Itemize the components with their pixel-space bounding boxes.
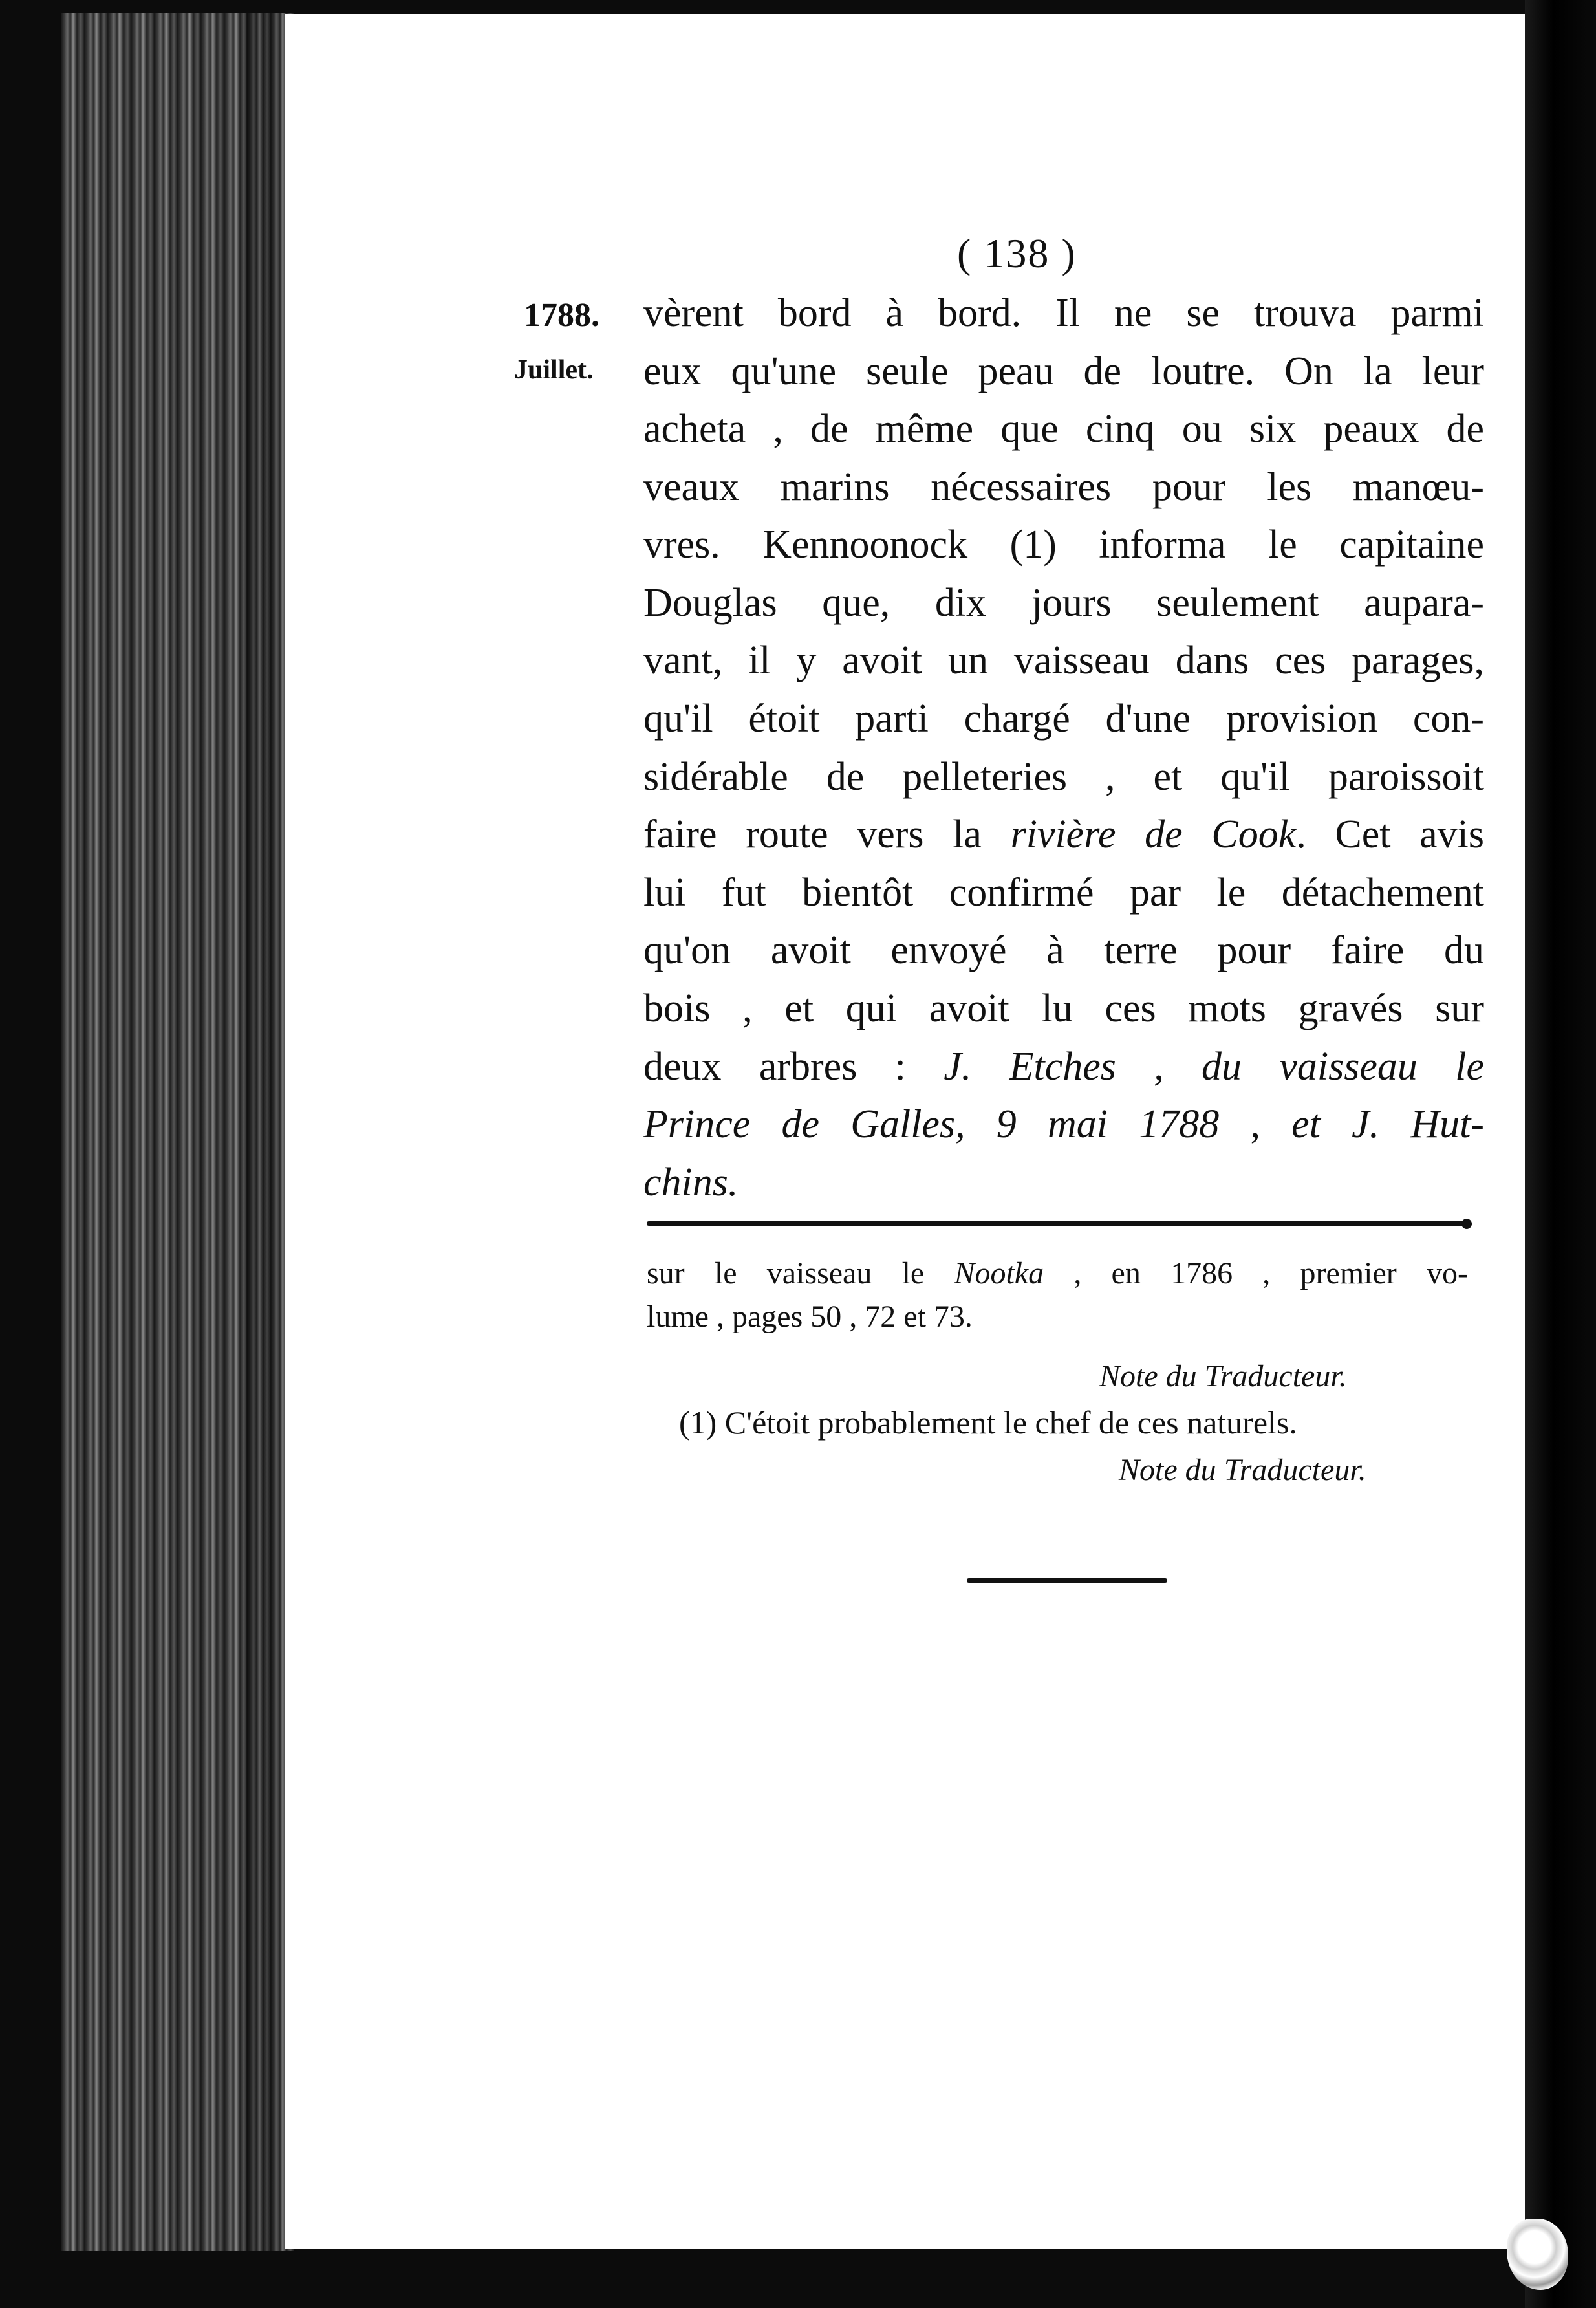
text-line bbox=[643, 400, 1484, 459]
text-line bbox=[643, 459, 1484, 517]
margin-month: Juillet. bbox=[514, 355, 594, 385]
text-segment: deux arbres : bbox=[643, 1044, 944, 1089]
text-segment: lui fut bientôt confirmé par le détachement bbox=[643, 870, 1484, 915]
text-segment: eux qu'une seule peau de loutre. On la leur bbox=[643, 349, 1484, 393]
text-line bbox=[647, 1252, 1468, 1295]
footnote-rule bbox=[647, 1221, 1468, 1226]
text-segment: faire route vers la bbox=[643, 812, 1011, 857]
text-line bbox=[643, 1038, 1484, 1096]
italic-text: J. Etches , du vaisseau le bbox=[944, 1044, 1484, 1089]
text-line bbox=[643, 574, 1484, 633]
text-line bbox=[643, 1096, 1484, 1154]
footnote-continued bbox=[647, 1252, 1468, 1338]
text-segment: lume , pages 50 , 72 et 73. bbox=[647, 1300, 973, 1334]
italic-text: Nootka bbox=[954, 1256, 1044, 1290]
main-text bbox=[643, 285, 1484, 1212]
scan-border bbox=[1525, 0, 1596, 2308]
footnote-1: (1) C'étoit probablement le chef de ces naturels. bbox=[679, 1404, 1297, 1441]
page-number: ( 138 ) bbox=[957, 230, 1077, 276]
text-segment: bois , et qui avoit lu ces mots gravés sur bbox=[643, 986, 1484, 1030]
italic-text: et J. Hut- bbox=[1291, 1102, 1485, 1147]
text-segment: qu'il étoit parti chargé d'une provision con- bbox=[643, 697, 1484, 741]
text-segment: vèrent bord à bord. Il ne se trouva parmi bbox=[643, 291, 1484, 335]
footnote-signature-1: Note du Traducteur. bbox=[1099, 1359, 1347, 1393]
text-line bbox=[647, 1295, 1468, 1338]
text-line bbox=[643, 516, 1484, 574]
text-line bbox=[643, 864, 1484, 922]
text-segment: , en 1786 , premier vo- bbox=[1044, 1256, 1468, 1290]
text-segment: sur le vaisseau le bbox=[647, 1256, 954, 1290]
text-segment: Douglas que, dix jours seulement aupara- bbox=[643, 580, 1484, 625]
italic-text: chins. bbox=[643, 1160, 739, 1204]
text-line bbox=[643, 343, 1484, 401]
text-line bbox=[643, 748, 1484, 807]
text-segment: acheta , de même que cinq ou six peaux de bbox=[643, 407, 1484, 452]
text-line bbox=[643, 632, 1484, 690]
text-segment: . Cet avis bbox=[1296, 812, 1484, 857]
text-line bbox=[643, 806, 1484, 864]
text-line bbox=[643, 690, 1484, 748]
footnote-signature-2: Note du Traducteur. bbox=[1119, 1453, 1366, 1487]
text-line bbox=[643, 285, 1484, 343]
text-line bbox=[643, 1154, 1484, 1212]
text-segment: sidérable de pelleteries , et qu'il paroissoit bbox=[643, 754, 1484, 799]
text-line bbox=[643, 980, 1484, 1038]
text-segment: vres. Kennoonock (1) informa le capitaine bbox=[643, 523, 1484, 567]
text-segment: , bbox=[1219, 1102, 1292, 1147]
italic-text: rivière de Cook bbox=[1010, 812, 1297, 857]
margin-year: 1788. bbox=[524, 297, 599, 334]
text-segment: vant, il y avoit un vaisseau dans ces parages, bbox=[643, 638, 1484, 683]
library-stamp-icon bbox=[1507, 2219, 1568, 2290]
text-segment: veaux marins nécessaires pour les manœu- bbox=[643, 464, 1484, 509]
text-segment: qu'on avoit envoyé à terre pour faire du bbox=[643, 928, 1484, 973]
italic-text: Prince de Galles, 9 mai 1788 bbox=[643, 1102, 1220, 1147]
end-rule bbox=[967, 1578, 1167, 1583]
text-line bbox=[643, 922, 1484, 980]
